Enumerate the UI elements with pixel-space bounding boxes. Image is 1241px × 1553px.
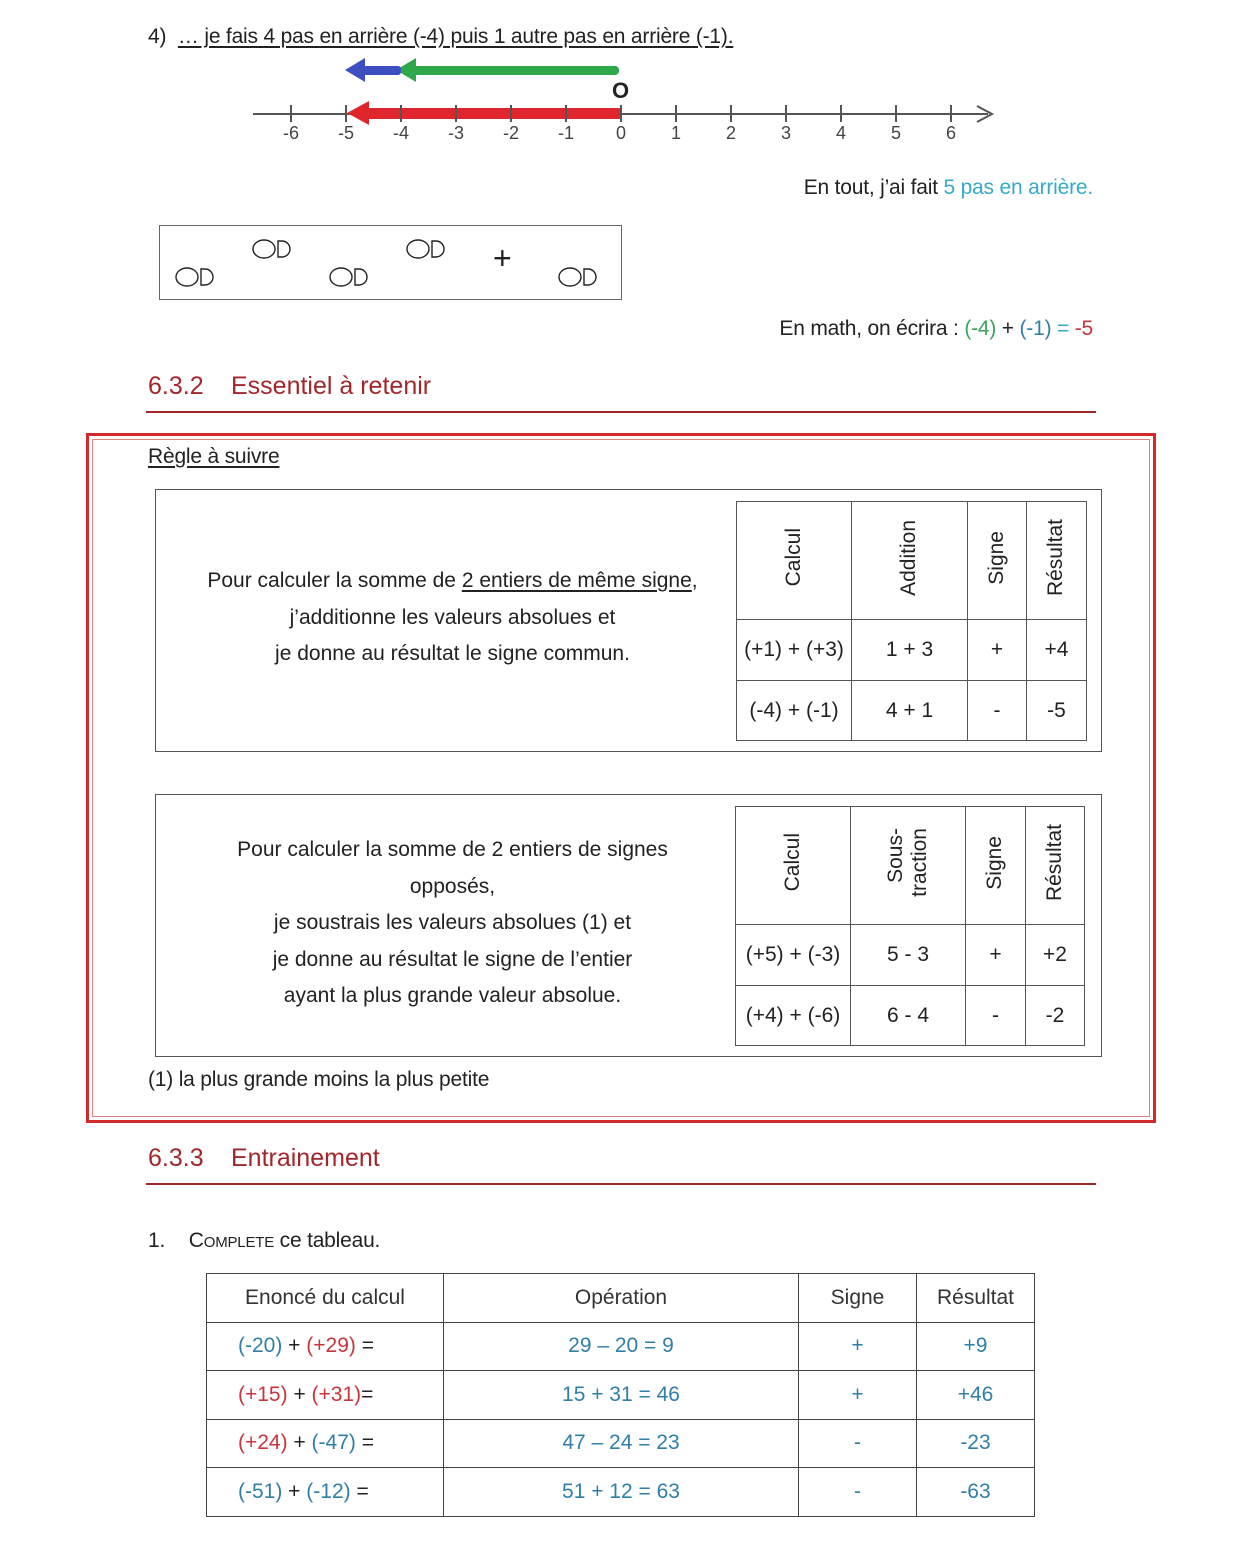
operator: + (287, 1382, 312, 1406)
cell: 5 - 3 (851, 925, 966, 986)
tick (400, 105, 402, 122)
header-cell (1026, 807, 1085, 925)
footnote: (1) la plus grande moins la plus petite (148, 1068, 490, 1091)
tick-label: 1 (670, 123, 681, 143)
operation-cell: 47 – 24 = 23 (444, 1419, 799, 1468)
term-b: (-12) (306, 1479, 351, 1503)
rule-opposite-sign-text (160, 832, 745, 1015)
cell: 6 - 4 (851, 986, 966, 1046)
opposite-sign-table (735, 806, 1085, 1046)
cell: +2 (1026, 925, 1085, 986)
tick (675, 105, 677, 122)
rule-text-line: je donne au résultat le signe commun. (275, 642, 630, 665)
blue-arrow-icon (343, 58, 405, 86)
equals: = (355, 1334, 374, 1358)
table-row (207, 1371, 1035, 1420)
tick-label: -2 (502, 123, 519, 143)
section-title: Entrainement (231, 1144, 380, 1172)
cell: -2 (1026, 986, 1085, 1046)
footprint-icon (557, 266, 601, 288)
header-cell (966, 807, 1026, 925)
math-prefix: En math, on écrira : (779, 317, 965, 340)
math-term-a: (-4) (964, 317, 997, 340)
rule-text-part: , (691, 569, 698, 592)
footprint-icon (328, 266, 372, 288)
tick (620, 105, 622, 122)
table-row (736, 925, 1085, 986)
math-plus: + (996, 317, 1020, 340)
sign-cell: - (799, 1419, 917, 1468)
cell: 4 + 1 (852, 681, 968, 741)
section-number: 6.3.3 (148, 1144, 204, 1172)
training-table (206, 1273, 1035, 1517)
header-label: Calcul (780, 833, 804, 892)
footprints-box (159, 225, 622, 300)
equals: = (350, 1479, 369, 1503)
operation-cell: 15 + 31 = 46 (444, 1371, 799, 1420)
header-cell (736, 807, 851, 925)
plus-sign: + (493, 240, 512, 276)
cell: (+1) + (+3) (737, 620, 852, 681)
term-a: (+15) (238, 1382, 288, 1406)
header-label: Résultat (1044, 518, 1068, 597)
rule-text-line: j’additionne les valeurs absolues et (289, 605, 616, 629)
header-cell (851, 807, 966, 925)
operator: + (282, 1479, 307, 1503)
equals: = (361, 1382, 374, 1406)
tick-label: -4 (392, 123, 409, 143)
section-heading-633 (148, 1144, 380, 1173)
table-header-row (207, 1274, 1035, 1323)
table-row (207, 1468, 1035, 1517)
tick (785, 105, 787, 122)
statement-cell (207, 1322, 444, 1371)
math-equals: = (1051, 317, 1075, 340)
tick-label: 0 (615, 123, 626, 143)
math-result: -5 (1074, 317, 1093, 340)
term-a: (-20) (238, 1334, 283, 1358)
total-highlight: 5 pas en arrière. (943, 176, 1093, 199)
item-text: … je fais 4 pas en arrière (-4) puis 1 autre pas en arrière (-1). (177, 25, 734, 48)
sign-cell: - (799, 1468, 917, 1517)
sign-cell: + (799, 1371, 917, 1420)
header-cell (852, 502, 968, 620)
operation-cell: 29 – 20 = 9 (444, 1322, 799, 1371)
green-arrow-icon (390, 58, 625, 86)
cell: -5 (1027, 681, 1087, 741)
rule-text-underlined: 2 entiers de même signe (461, 569, 692, 592)
cell: (+5) + (-3) (736, 925, 851, 986)
tick-label: 6 (945, 123, 956, 143)
table-row (736, 986, 1085, 1046)
rule-same-sign-text (160, 563, 745, 673)
result-cell: -23 (917, 1419, 1035, 1468)
term-a: (+24) (238, 1431, 288, 1455)
tick-label: 4 (835, 123, 846, 143)
equals: = (355, 1431, 374, 1455)
section-title: Essentiel à retenir (231, 372, 432, 400)
exercise-rest: ce tableau. (274, 1229, 381, 1252)
header-label: Signe (983, 835, 1007, 890)
header-label: Addition (897, 519, 921, 596)
operator: + (282, 1334, 307, 1358)
item-number: 4) (148, 25, 167, 48)
table-header-row (737, 502, 1087, 620)
tick-label: 5 (890, 123, 901, 143)
tick (730, 105, 732, 122)
statement-cell (207, 1468, 444, 1517)
footprint-icon (174, 266, 218, 288)
heading-rule (146, 1183, 1096, 1185)
result-cell: -63 (917, 1468, 1035, 1517)
tick-label: 3 (780, 123, 791, 143)
total-sentence (804, 175, 1093, 200)
tick-label: -3 (447, 123, 464, 143)
section-number: 6.3.2 (148, 372, 204, 400)
total-prefix: En tout, j’ai fait (803, 176, 944, 199)
table-row (737, 681, 1087, 741)
term-a: (-51) (238, 1479, 283, 1503)
tick (840, 105, 842, 122)
rule-text-line: Pour calculer la somme de 2 entiers de signes (237, 838, 668, 861)
exercise-number: 1. (148, 1229, 166, 1252)
table-header-row (736, 807, 1085, 925)
tick (510, 105, 512, 122)
heading-rule (146, 411, 1096, 413)
footprint-icon (251, 238, 295, 260)
table-row (207, 1322, 1035, 1371)
tick (345, 105, 347, 122)
result-cell: +46 (917, 1371, 1035, 1420)
tick (565, 105, 567, 122)
header-cell: Enoncé du calcul (207, 1274, 444, 1323)
header-label: Sous- (883, 828, 907, 883)
header-cell (1027, 502, 1087, 620)
header-label: Résultat (1042, 823, 1066, 902)
cell: +4 (1027, 620, 1087, 681)
cell: (+4) + (-6) (736, 986, 851, 1046)
header-cell: Résultat (917, 1274, 1035, 1323)
cell: (-4) + (-1) (737, 681, 852, 741)
rule-text-line: opposés, (409, 874, 496, 898)
result-cell: +9 (917, 1322, 1035, 1371)
exercise-instruction (148, 1228, 380, 1253)
rule-text-line: ayant la plus grande valeur absolue. (283, 984, 622, 1007)
exercise-verb: Complete (188, 1229, 275, 1252)
rule-text-line: je soustrais les valeurs absolues (1) et (273, 911, 632, 934)
cell: + (968, 620, 1027, 681)
tick (455, 105, 457, 122)
term-b: (-47) (311, 1431, 356, 1455)
operator: + (287, 1431, 312, 1455)
tick-label: -6 (282, 123, 299, 143)
tick (290, 105, 292, 122)
term-b: (+29) (306, 1334, 356, 1358)
footprint-icon (405, 238, 449, 260)
item-4 (148, 24, 733, 49)
origin-label: O (612, 78, 630, 103)
cell: - (968, 681, 1027, 741)
rule-label: Règle à suivre (148, 445, 280, 468)
rule-text-line: je donne au résultat le signe de l’entier (272, 947, 633, 971)
rule-text-part: Pour calculer la somme de (207, 569, 462, 592)
header-cell (968, 502, 1027, 620)
header-cell: Signe (799, 1274, 917, 1323)
cell: + (966, 925, 1026, 986)
header-cell: Opération (444, 1274, 799, 1323)
math-term-b: (-1) (1019, 317, 1052, 340)
axis-arrowhead-icon (975, 104, 995, 124)
tick (950, 105, 952, 122)
term-b: (+31) (311, 1382, 362, 1406)
statement-cell (207, 1419, 444, 1468)
sign-cell: + (799, 1322, 917, 1371)
header-label: traction (908, 828, 931, 897)
table-row (737, 620, 1087, 681)
table-row (207, 1419, 1035, 1468)
header-label: Calcul (781, 528, 805, 587)
math-expression (779, 316, 1093, 341)
same-sign-table (736, 501, 1087, 741)
operation-cell: 51 + 12 = 63 (444, 1468, 799, 1517)
tick (895, 105, 897, 122)
tick-label: -5 (337, 123, 354, 143)
header-cell (737, 502, 852, 620)
statement-cell (207, 1371, 444, 1420)
section-heading-632 (148, 372, 431, 401)
header-label: Signe (984, 530, 1008, 585)
tick-label: -1 (557, 123, 574, 143)
cell: 1 + 3 (852, 620, 968, 681)
cell: - (966, 986, 1026, 1046)
tick-label: 2 (725, 123, 736, 143)
